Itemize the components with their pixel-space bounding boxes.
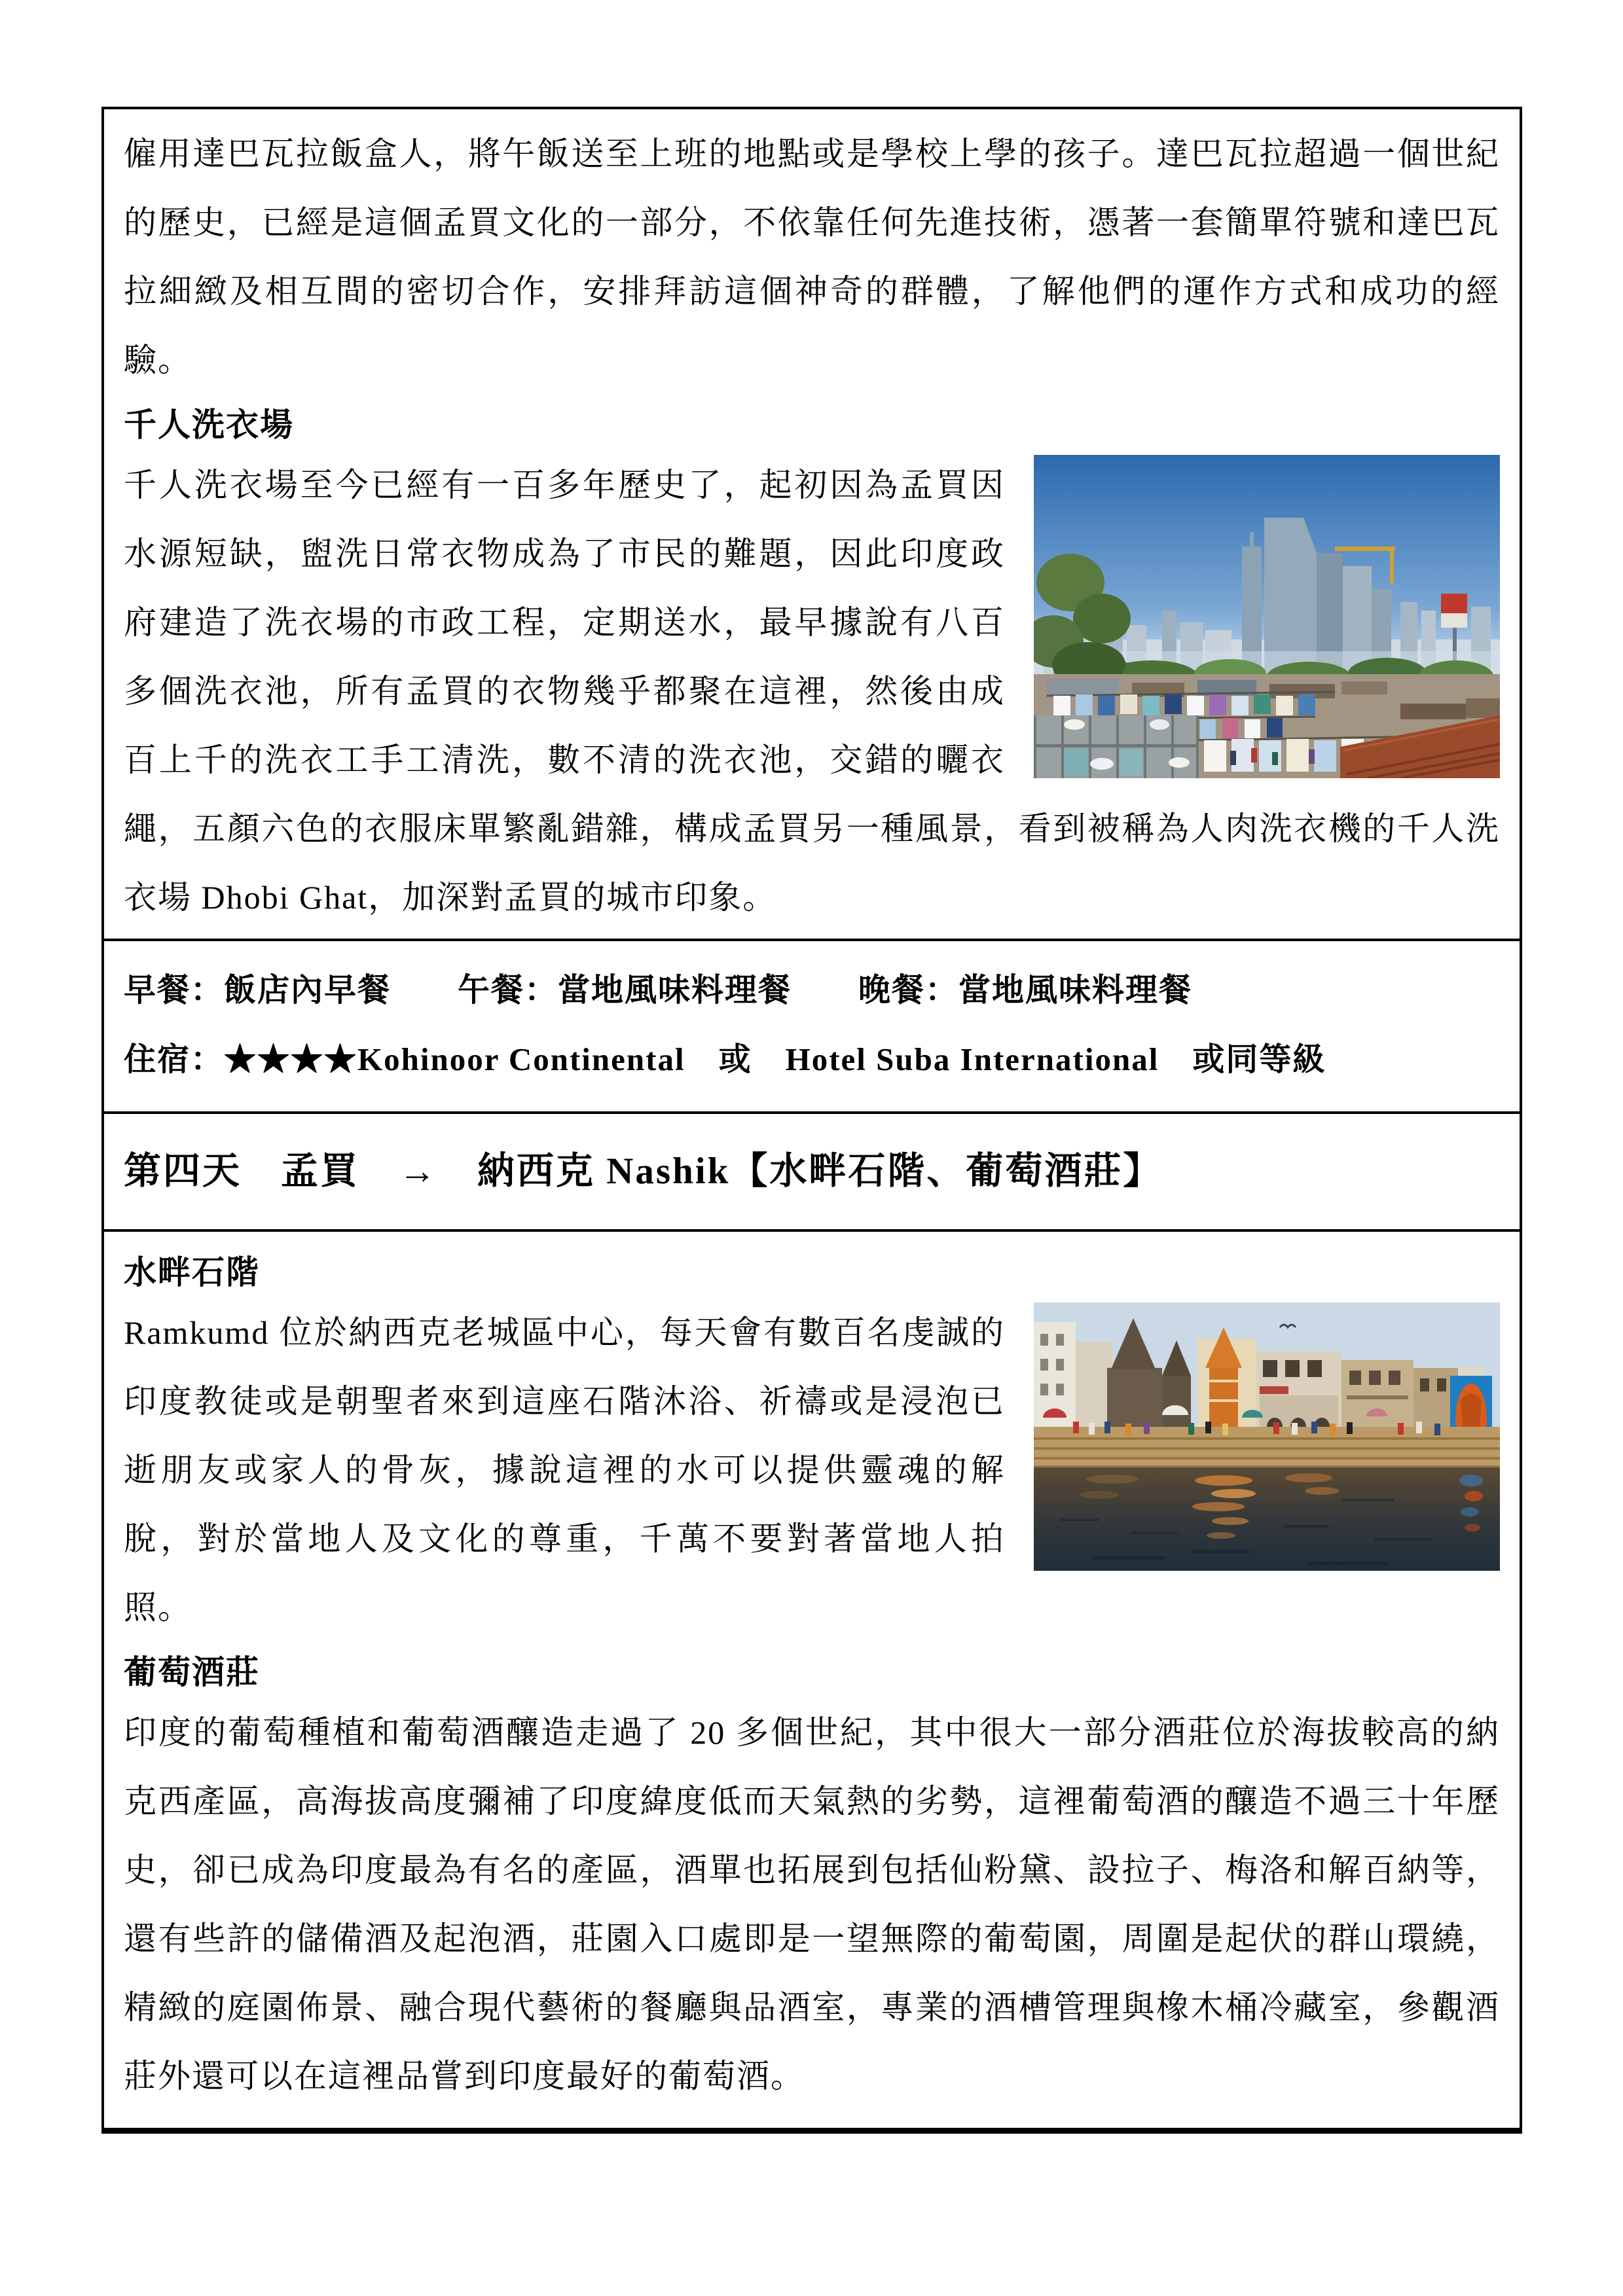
ramkund-illustration [1034, 1302, 1500, 1571]
hotel-line: 住宿：★★★★Kohinoor Continental 或 Hotel Suba International 或同等級 [124, 1041, 1326, 1077]
laundry-text: 千人洗衣場至今已經有一百多年歷史了，起初因為孟買因水源短缺，盥洗日常衣物成為了市民的難題，因此印度政府建造了洗衣場的市政工程，定期送水，最早據說有八百多個洗衣池，所有孟買的衣物幾乎都聚在這裡，然後由成百上千的洗衣工手工清洗，數不清的洗衣池，交錯的曬衣繩，五顏六色的衣服床單繁亂錯雜，構成孟買另一種風景，看到被稱為人肉洗衣機的千人洗衣場 Dhobi Ghat，加深對孟買的城市印象。 [124, 467, 1500, 916]
day4-title: 第四天 孟買 → 納西克 Nashik【水畔石階、葡萄酒莊】 [124, 1151, 1163, 1192]
dabbawala-paragraph [124, 120, 1500, 395]
winery-heading: 葡萄酒莊 [124, 1654, 260, 1691]
itinerary-table [101, 107, 1522, 2134]
meals-row [104, 939, 1520, 1111]
winery-paragraph [124, 1698, 1500, 2111]
day4-content-cell [104, 1229, 1520, 2128]
day4-header-row [104, 1111, 1520, 1229]
dhobi-ghat-photo [1034, 455, 1500, 778]
dhobi-ghat-illustration [1034, 455, 1500, 778]
mumbai-content-cell [104, 109, 1520, 939]
ghat-heading: 水畔石階 [124, 1254, 260, 1291]
ghat-text: Ramkumd 位於納西克老城區中心，每天會有數百名虔誠的印度教徒或是朝聖者來到這座石階沐浴、祈禱或是浸泡已逝朋友或家人的骨灰，據說這裡的水可以提供靈魂的解脫，對於當地人及文化的尊重，千萬不要對著當地人拍照。 [124, 1314, 1005, 1626]
meals-line: 早餐：飯店內早餐 午餐：當地風味料理餐 晚餐：當地風味料理餐 [124, 972, 1193, 1008]
winery-text: 印度的葡萄種植和葡萄酒釀造走過了 20 多個世紀，其中很大一部分酒莊位於海拔較高的納克西產區，高海拔高度彌補了印度緯度低而天氣熱的劣勢，這裡葡萄酒的釀造不過三十年歷史，卻已成為印度最為有名的產區，酒單也拓展到包括仙粉黛、設拉子、梅洛和解百納等，還有些許的儲備酒及起泡酒，莊園入口處即是一望無際的葡萄園，周圍是起伏的群山環繞，精緻的庭園佈景、融合現代藝術的餐廳與品酒室，專業的酒槽管理與橡木桶冷藏室，參觀酒莊外還可以在這裡品嘗到印度最好的葡萄酒。 [124, 1714, 1500, 2094]
ghat-paragraph [124, 1299, 1500, 1642]
dabbawala-text: 僱用達巴瓦拉飯盒人，將午飯送至上班的地點或是學校上學的孩子。達巴瓦拉超過一個世紀的歷史，已經是這個孟買文化的一部分，不依靠任何先進技術，憑著一套簡單符號和達巴瓦拉細緻及相互間的密切合作，安排拜訪這個神奇的群體，了解他們的運作方式和成功的經驗。 [124, 135, 1500, 378]
laundry-paragraph [124, 451, 1500, 932]
ramkund-photo [1034, 1302, 1500, 1571]
laundry-heading: 千人洗衣場 [124, 406, 294, 443]
